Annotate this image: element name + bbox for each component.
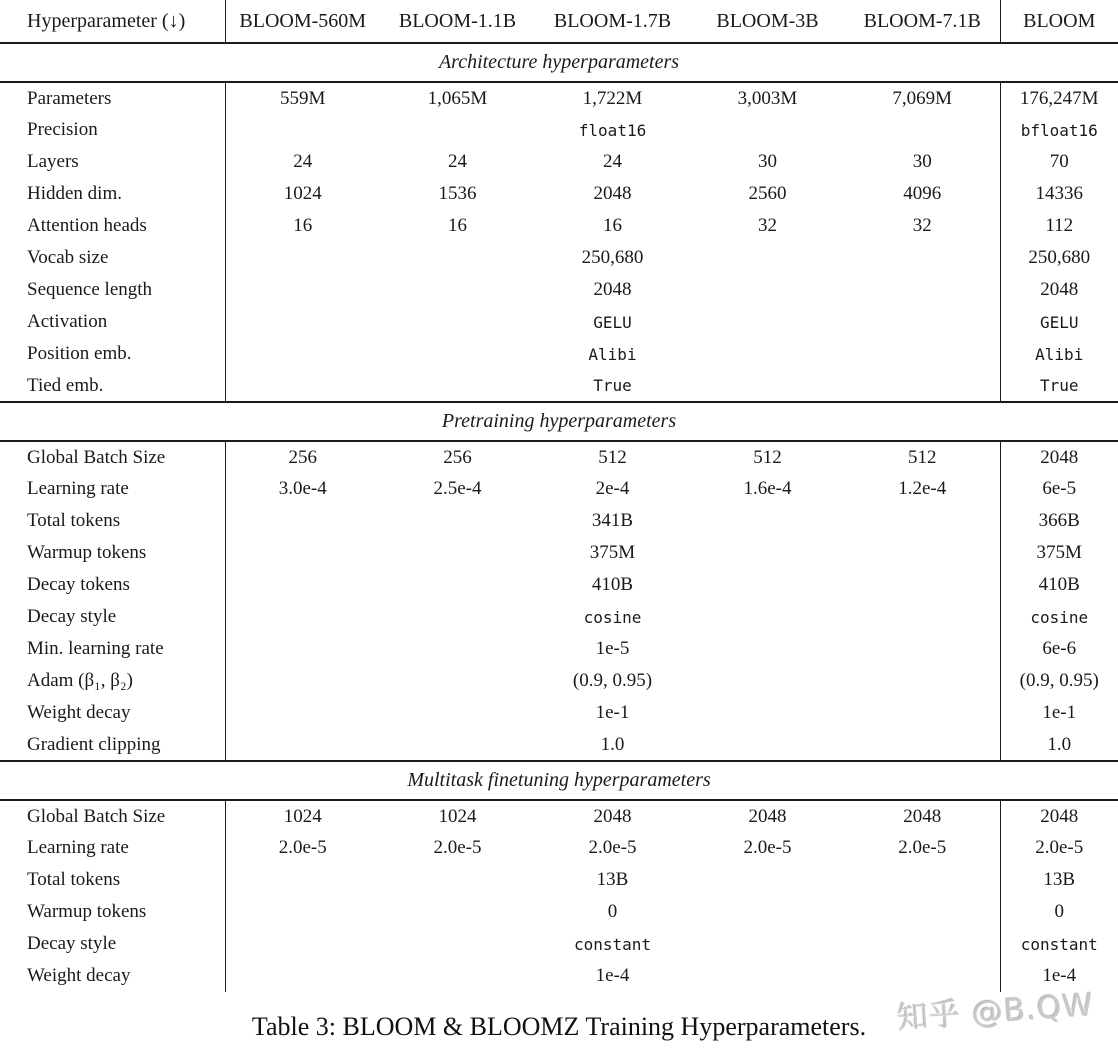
bloom-value-cell: 14336 [1000,178,1118,210]
bloom-value-cell: Alibi [1000,338,1118,370]
span-value-cell: 0 [607,901,618,922]
value-cell: 1024 [283,805,322,827]
column-header-bloom-3b: BLOOM-3B [690,0,845,43]
value-cell: 2.0e-5 [898,837,947,858]
value-cell: 2.0e-5 [588,837,637,858]
bloom-value-cell: True [1000,370,1118,402]
value-cell: 1,722M [582,87,643,109]
span-value-cell: constant [573,934,652,954]
value-cell: 1.2e-4 [898,478,947,499]
span-value-cell: 375M [589,542,636,563]
span-value-cell: 1.0 [600,733,625,755]
table-row [0,306,1118,338]
value-cell: 16 [603,215,622,236]
table-row [0,146,1118,178]
table-row [0,665,1118,697]
row-label: Decay style [0,601,225,633]
span-value-cell: 410B [591,574,634,595]
row-label: Total tokens [0,864,225,896]
bloom-value-cell: 410B [1000,569,1118,601]
bloom-value-cell: 375M [1000,537,1118,569]
bloom-value-cell: 70 [1000,146,1118,178]
section-title: Pretraining hyperparameters [0,402,1118,441]
bloom-value-cell: 0 [1000,896,1118,928]
column-header-bloom-1-7b: BLOOM-1.7B [535,0,690,43]
span-value-cell: float16 [578,120,647,140]
value-cell: 1024 [283,183,322,204]
table-row [0,473,1118,505]
bloom-value-cell: 2048 [1000,274,1118,306]
span-value-cell: 1e-1 [595,702,630,723]
span-value-cell: True [593,376,632,395]
value-cell: 24 [603,151,622,172]
bloom-value-cell: 2.0e-5 [1000,832,1118,864]
row-label: Learning rate [0,832,225,864]
table-row [0,338,1118,370]
span-value-cell: 341B [591,510,634,531]
bloom-value-cell: 112 [1000,210,1118,242]
bloom-value-cell: 1.0 [1000,729,1118,761]
row-label: Vocab size [0,242,225,274]
value-cell: 30 [758,151,777,172]
table-row [0,697,1118,729]
value-cell: 24 [448,151,467,172]
row-label: Global Batch Size [0,441,225,473]
value-cell: 2048 [593,805,632,827]
row-label: Activation [0,306,225,338]
bloom-value-cell: 366B [1000,505,1118,537]
column-header-bloom-7-1b: BLOOM-7.1B [845,0,1000,43]
bloom-value-cell: 6e-6 [1000,633,1118,665]
value-cell: 256 [443,446,472,468]
value-cell: 512 [598,446,627,468]
table-row [0,274,1118,306]
table-row [0,633,1118,665]
table-row [0,601,1118,633]
value-cell: 2e-4 [595,478,630,499]
value-cell: 512 [753,446,782,468]
table-row [0,864,1118,896]
bloom-value-cell: 6e-5 [1000,473,1118,505]
value-cell: 2048 [748,805,787,827]
value-cell: 2.0e-5 [278,837,327,858]
value-cell: 2048 [903,805,942,827]
section-title-row [0,402,1118,441]
value-cell: 256 [288,446,317,468]
bloom-value-cell: (0.9, 0.95) [1000,665,1118,697]
table-row [0,178,1118,210]
table-row [0,210,1118,242]
row-label: Total tokens [0,505,225,537]
table-row [0,370,1118,402]
bloom-value-cell: 2048 [1000,800,1118,832]
table-row [0,537,1118,569]
value-cell: 2.0e-5 [743,837,792,858]
bloom-value-cell: GELU [1000,306,1118,338]
row-label: Precision [0,114,225,146]
span-value-cell: GELU [593,312,632,332]
value-cell: 32 [912,215,932,236]
value-cell: 1.6e-4 [743,478,792,499]
span-value-cell: 1e-4 [595,965,630,986]
value-cell: 7,069M [892,87,953,109]
row-label: Global Batch Size [0,800,225,832]
table-row [0,896,1118,928]
span-value-cell: 1e-5 [595,638,630,659]
row-label: Decay style [0,928,225,960]
section-title: Architecture hyperparameters [0,43,1118,82]
span-value-cell: 2048 [593,279,632,300]
row-label: Gradient clipping [0,729,225,761]
column-header-bloom-560m: BLOOM-560M [225,0,380,43]
bloom-value-cell: 13B [1000,864,1118,896]
bloom-value-cell: 2048 [1000,441,1118,473]
bloom-value-cell: constant [1000,928,1118,960]
table-row [0,82,1118,114]
bloom-value-cell: bfloat16 [1000,114,1118,146]
table-row [0,960,1118,992]
header-hyperparameter-label: Hyperparameter (↓) [0,0,225,43]
value-cell: 3.0e-4 [278,478,327,499]
row-label: Position emb. [0,338,225,370]
value-cell: 3,003M [737,87,798,109]
row-label: Decay tokens [0,569,225,601]
table-body [0,43,1118,992]
row-label: Tied emb. [0,370,225,402]
table-row [0,441,1118,473]
value-cell: 2.5e-4 [433,478,482,499]
row-label: Min. learning rate [0,633,225,665]
column-header-bloom: BLOOM [1000,0,1118,43]
value-cell: 1536 [438,183,477,204]
row-label: Hidden dim. [0,178,225,210]
span-value-cell: cosine [583,607,642,627]
value-cell: 2048 [593,183,632,204]
column-header-bloom-1-1b: BLOOM-1.1B [380,0,535,43]
bloom-value-cell: 1e-4 [1000,960,1118,992]
value-cell: 4096 [903,183,942,204]
value-cell: 2560 [748,183,787,204]
row-label: Learning rate [0,473,225,505]
row-label: Warmup tokens [0,896,225,928]
table-row [0,569,1118,601]
header-row [0,0,1118,43]
value-cell: 24 [293,151,313,172]
value-cell: 2.0e-5 [433,837,482,858]
bloom-value-cell: 250,680 [1000,242,1118,274]
value-cell: 30 [912,151,932,172]
bloom-value-cell: 1e-1 [1000,697,1118,729]
span-value-cell: 13B [596,869,629,890]
table-row [0,242,1118,274]
value-cell: 16 [293,215,313,236]
table-caption: Table 3: BLOOM & BLOOMZ Training Hyperparameters. [251,1012,867,1041]
section-title-row [0,761,1118,800]
value-cell: 1024 [438,805,477,827]
value-cell: 16 [448,215,467,236]
bloom-value-cell: cosine [1000,601,1118,633]
span-value-cell: Alibi [588,344,637,364]
value-cell: 512 [908,446,937,468]
span-value-cell: (0.9, 0.95) [572,670,653,691]
section-title: Multitask finetuning hyperparameters [0,761,1118,800]
value-cell: 1,065M [427,87,488,109]
row-label: Adam (β₁, β₂) [0,665,225,697]
row-label: Attention heads [0,210,225,242]
row-label: Parameters [0,82,225,114]
row-label: Warmup tokens [0,537,225,569]
row-label: Sequence length [0,274,225,306]
table-row [0,832,1118,864]
bloom-value-cell: 176,247M [1000,82,1118,114]
table-row [0,729,1118,761]
value-cell: 559M [280,87,326,109]
section-title-row [0,43,1118,82]
table-row [0,114,1118,146]
table-row [0,928,1118,960]
value-cell: 32 [758,215,777,236]
table-row [0,505,1118,537]
row-label: Weight decay [0,960,225,992]
watermark: 知乎 @B.QW [896,987,1096,1037]
span-value-cell: 250,680 [581,247,644,268]
table-row [0,800,1118,832]
row-label: Layers [0,146,225,178]
row-label: Weight decay [0,697,225,729]
